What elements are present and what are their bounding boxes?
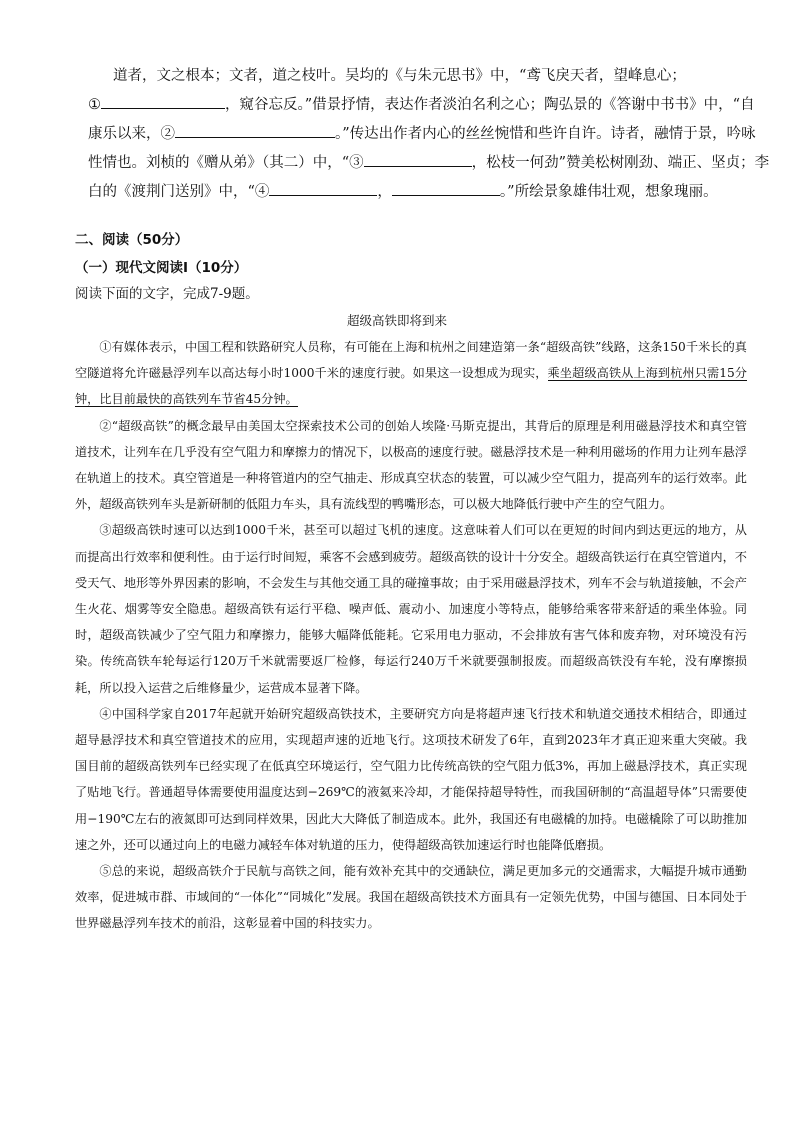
poetry-line-2-start: ① bbox=[88, 97, 101, 113]
poetry-line-4-start: 性情也。刘桢的《赠从弟》（其二）中，“③ bbox=[88, 155, 364, 171]
answer-blank-4a[interactable] bbox=[269, 181, 377, 196]
poetry-fill-question bbox=[88, 62, 770, 207]
poetry-line-5-end: 。”所绘景象雄伟壮观，想象瑰丽。 bbox=[499, 184, 718, 200]
section-subheading: （一）现代文阅读Ⅰ（10分） bbox=[75, 260, 248, 276]
answer-blank-4b[interactable] bbox=[392, 181, 500, 196]
paragraph-4: ④中国科学家自2017年起就开始研究超级高铁技术，主要研究方向是将超声速飞行技术和轨道交通技术相结合，即通过超导悬浮技术和真空管道技术的应用，实现超声速的近地飞行。这项技术研发了6年，直到2023年才真正迎来重大突破。我国目前的超级高铁列车已经实现了在低真空环境运行，空气阻力比传统高铁的空气阻力低3%，再加上磁悬浮技术，真正实现了贴地飞行。普通超导体需要使用温度达到−269℃的液氦来冷却，才能保持超导特性，而我国研制的“高温超导体”只需要使用−190℃左右的液氮即可达到同样效果，因此大大降低了制造成本。此外，我国还有电磁橇的加持。电磁橇除了可以助推加速之外，还可以通过向上的电磁力减轻车体对轨道的压力，使得超级高铁加速运行时也能降低磨损。 bbox=[75, 706, 747, 852]
underlined-sentence: 乘坐超级高铁从上海到杭州只需15分钟，比目前最快的高铁列车节省45分钟。 bbox=[75, 366, 747, 407]
article-body bbox=[75, 334, 747, 937]
poetry-line-3-start: 康乐以来，② bbox=[88, 126, 175, 142]
answer-blank-2[interactable] bbox=[175, 123, 335, 138]
poetry-line-5-start: 白的《渡荆门送别》中，“④ bbox=[88, 184, 270, 200]
poetry-line-1: 道者，文之根本；文者，道之枝叶。吴均的《与朱元思书》中，“鸢飞戾天者，望峰息心； bbox=[113, 68, 686, 84]
section-heading: 二、阅读（50分） bbox=[75, 232, 189, 248]
poetry-line-2-end: ，窥谷忘反。”借景抒情，表达作者淡泊名利之心；陶弘景的《答谢中书书》中，“自 bbox=[225, 97, 755, 113]
paragraph-1 bbox=[75, 334, 747, 413]
paragraph-1-text: ①有媒体表示，中国工程和铁路研究人员称，有可能在上海和杭州之间建造第一条“超级高铁”线路，这条150千米长的真空隧道将允许磁悬浮列车以高达每小时1000千米的速度行驶。如果这一设想成为现实， bbox=[75, 340, 747, 381]
answer-blank-1[interactable] bbox=[101, 94, 225, 109]
paragraph-3: ③超级高铁时速可以达到1000千米，甚至可以超过飞机的速度。这意味着人们可以在更短的时间内到达更远的地方，从而提高出行效率和便利性。由于运行时间短，乘客不会感到疲劳。超级高铁的设计十分安全。超级高铁运行在真空管道内，不受天气、地形等外界因素的影响，不会发生与其他交通工具的碰撞事故；由于采用磁悬浮技术，列车不会与轨道接触，不会产生火花、烟雾等安全隐患。超级高铁有运行平稳、噪声低、震动小、加速度小等特点，能够给乘客带来舒适的乘坐体验。同时，超级高铁减少了空气阻力和摩擦力，能够大幅降低能耗。它采用电力驱动，不会排放有害气体和废弃物，对环境没有污染。传统高铁车轮每运行120万千米就需要返厂检修，每运行240万千米就要强制报废。而超级高铁没有车轮，没有摩擦损耗，所以投入运营之后维修量少，运营成本显著下降。 bbox=[75, 523, 747, 695]
article-title: 超级高铁即将到来 bbox=[346, 313, 447, 328]
poetry-line-4-end: ，松枝一何劲”赞美松树刚劲、端正、坚贞；李 bbox=[471, 155, 770, 171]
reading-instruction: 阅读下面的文字，完成7-9题。 bbox=[75, 286, 259, 302]
paragraph-2: ②“超级高铁”的概念最早由美国太空探索技术公司的创始人埃隆·马斯克提出，其背后的原理是利用磁悬浮技术和真空管道技术，让列车在几乎没有空气阻力和摩擦力的情况下，以极高的速度行驶。磁悬浮技术是一种利用磁场的作用力让列车悬浮在轨道上的技术。真空管道是一种将管道内的空气抽走、形成真空状态的装置，可以减少空气阻力，提高列车的运行效率。此外，超级高铁列车头是新研制的低阻力车头，具有流线型的鸭嘴形态，可以极大地降低行驶中产生的空气阻力。 bbox=[75, 418, 747, 512]
poetry-line-3-end: 。”传达出作者内心的丝丝惋惜和些许自许。诗者，融情于景，吟咏 bbox=[335, 126, 756, 142]
paragraph-5: ⑤总的来说，超级高铁介于民航与高铁之间，能有效补充其中的交通缺位，满足更加多元的交通需求，大幅提升城市通勤效率，促进城市群、市域间的“一体化”“同城化”发展。我国在超级高铁技术方面具有一定领先优势，中国与德国、日本同处于世界磁悬浮列车技术的前沿，这彰显着中国的科技实力。 bbox=[75, 864, 747, 931]
poetry-line-5-mid: ， bbox=[377, 184, 392, 200]
answer-blank-3[interactable] bbox=[364, 152, 472, 167]
